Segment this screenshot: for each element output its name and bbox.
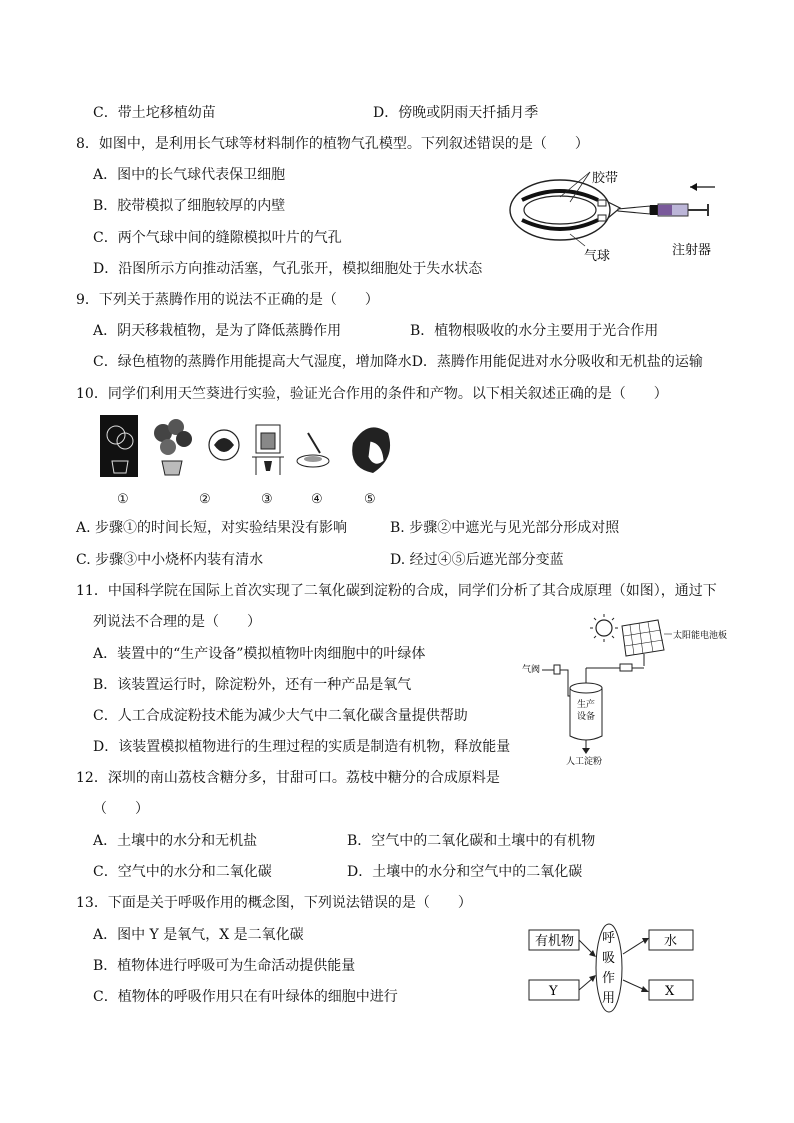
q9-stem: 9．下列关于蒸腾作用的说法不正确的是（ ） bbox=[76, 292, 379, 308]
step-label-5: ⑤ bbox=[364, 492, 376, 507]
fig-box-x: X bbox=[665, 984, 675, 999]
q13-option-c: C．植物体的呼吸作用只在有叶绿体的细胞中进行 bbox=[93, 989, 398, 1005]
q11-stem-line1: 11．中国科学院在国际上首次实现了二氧化碳到淀粉的合成，同学们分析了其合成原理（如图），通过下 bbox=[76, 583, 717, 599]
q12-blank: （ ） bbox=[93, 801, 149, 817]
q13-option-b: B．植物体进行呼吸可为生命活动提供能量 bbox=[93, 958, 356, 974]
stomata-model-figure bbox=[500, 162, 730, 262]
step-label-4: ④ bbox=[311, 492, 323, 507]
q13-option-a: A．图中 Y 是氧气，X 是二氧化碳 bbox=[93, 927, 304, 943]
q10-option-c: C. 步骤③中小烧杯内装有清水 bbox=[76, 552, 264, 568]
fig-label-valve: 气阀 bbox=[522, 665, 541, 675]
artificial-starch-figure bbox=[520, 612, 730, 767]
fig-label-starch: 人工淀粉 bbox=[566, 757, 603, 767]
q7-option-c: C．带土坨移植幼苗 bbox=[93, 105, 216, 121]
q10-stem: 10．同学们利用天竺葵进行实验，验证光合作用的条件和产物。以下相关叙述正确的是（ ） bbox=[76, 386, 668, 402]
q12-option-b: B．空气中的二氧化碳和土壤中的有机物 bbox=[347, 833, 596, 849]
q11-option-c: C．人工合成淀粉技术能为减少大气中二氧化碳含量提供帮助 bbox=[93, 708, 468, 724]
q11-stem-line2: 列说法不合理的是（ ） bbox=[93, 614, 261, 630]
fig-center-char-2: 吸 bbox=[602, 951, 616, 966]
q9-option-c-d: C．绿色植物的蒸腾作用能提高大气湿度，增加降水D．蒸腾作用能促进对水分吸收和无机盐的运输 bbox=[93, 354, 703, 370]
q8-option-a: A．图中的长气球代表保卫细胞 bbox=[93, 167, 286, 183]
fig-box-y: Y bbox=[549, 984, 558, 999]
fig-label-balloon: 气球 bbox=[584, 249, 611, 262]
fig-box-organic: 有机物 bbox=[535, 934, 575, 949]
q12-option-d: D．土壤中的水分和空气中的二氧化碳 bbox=[347, 864, 583, 880]
step-label-2: ② bbox=[199, 492, 211, 507]
respiration-concept-figure bbox=[527, 922, 707, 1014]
q13-stem: 13．下面是关于呼吸作用的概念图，下列说法错误的是（ ） bbox=[76, 895, 472, 911]
q10-option-a: A. 步骤①的时间长短，对实验结果没有影响 bbox=[76, 520, 348, 536]
fig-center-char-1: 呼 bbox=[602, 931, 616, 946]
q8-option-d: D．沿图所示方向推动活塞，气孔张开，模拟细胞处于失水状态 bbox=[93, 261, 483, 277]
fig-box-water: 水 bbox=[664, 934, 678, 949]
fig-label-tape: 胶带 bbox=[592, 171, 619, 186]
fig-label-solar-panel: 太阳能电池板 bbox=[673, 631, 728, 641]
q12-option-a: A．土壤中的水分和无机盐 bbox=[93, 833, 258, 849]
q11-option-b: B．该装置运行时，除淀粉外，还有一种产品是氧气 bbox=[93, 677, 412, 693]
q8-option-b: B．胶带模拟了细胞较厚的内壁 bbox=[93, 198, 286, 214]
q10-option-d: D. 经过④⑤后遮光部分变蓝 bbox=[390, 552, 564, 568]
q9-option-a: A．阴天移栽植物，是为了降低蒸腾作用 bbox=[93, 323, 342, 339]
q11-option-a: A．装置中的“生产设备”模拟植物叶肉细胞中的叶绿体 bbox=[93, 646, 426, 662]
q10-option-b: B. 步骤②中遮光与见光部分形成对照 bbox=[390, 520, 620, 536]
q7-option-d: D．傍晚或阴雨天扦插月季 bbox=[373, 105, 539, 121]
fig-center-char-4: 用 bbox=[602, 991, 616, 1006]
q8-stem: 8．如图中，是利用长气球等材料制作的植物气孔模型。下列叙述错误的是（ ） bbox=[76, 136, 589, 152]
fig-center-char-3: 作 bbox=[602, 971, 616, 986]
q12-stem: 12．深圳的南山荔枝含糖分多，甘甜可口。荔枝中糖分的合成原料是 bbox=[76, 770, 500, 786]
geranium-steps-figure bbox=[98, 413, 398, 483]
fig-label-device-2: 设备 bbox=[577, 712, 596, 722]
q9-option-b: B．植物根吸收的水分主要用于光合作用 bbox=[410, 323, 659, 339]
step-label-3: ③ bbox=[261, 492, 273, 507]
q12-option-c: C．空气中的水分和二氧化碳 bbox=[93, 864, 272, 880]
step-label-1: ① bbox=[117, 492, 129, 507]
fig-label-syringe: 注射器 bbox=[672, 243, 712, 258]
q8-option-c: C．两个气球中间的缝隙模拟叶片的气孔 bbox=[93, 230, 342, 246]
q11-option-d: D．该装置模拟植物进行的生理过程的实质是制造有机物，释放能量 bbox=[93, 739, 511, 755]
fig-label-device-1: 生产 bbox=[577, 700, 596, 710]
